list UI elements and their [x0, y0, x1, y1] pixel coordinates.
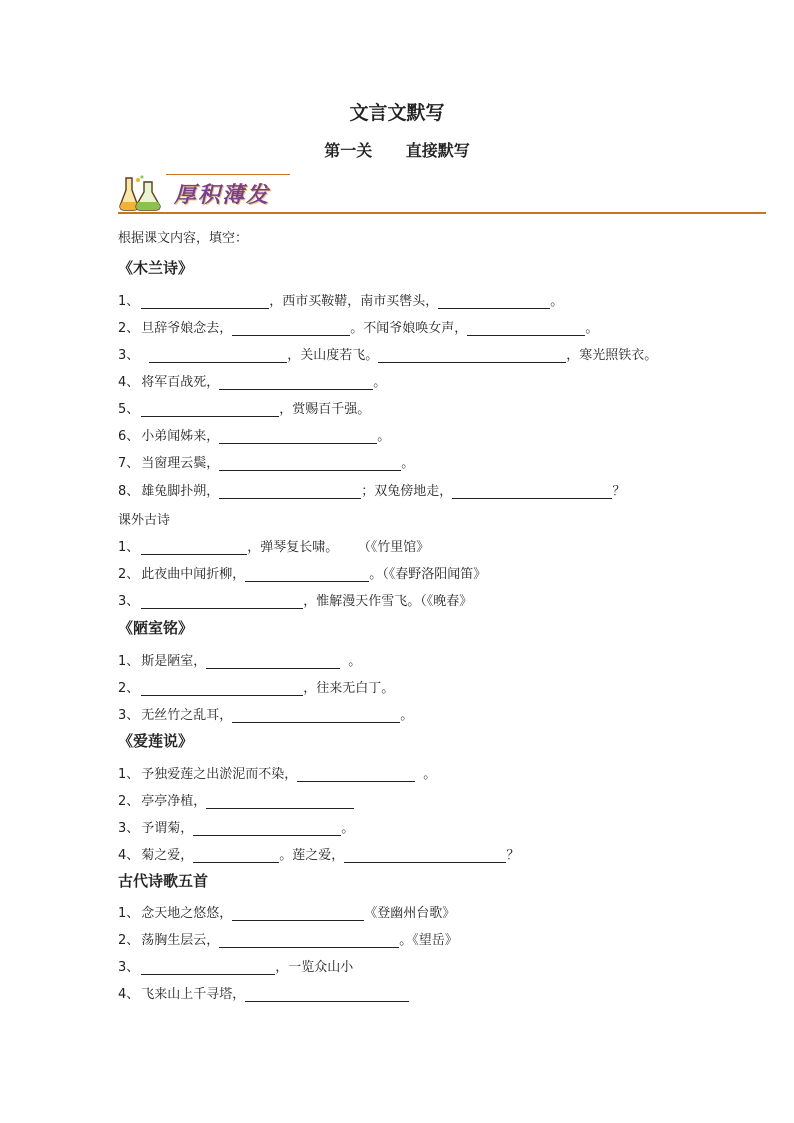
question-text: ，一览众山小 — [275, 960, 354, 975]
answer-blank[interactable] — [219, 456, 401, 471]
question-text: ？ — [506, 848, 520, 863]
question-text: 。 — [585, 321, 599, 336]
question-number: 3、 — [118, 708, 140, 723]
section-banner — [118, 172, 766, 216]
question-number: 4、 — [118, 375, 140, 390]
question-number: 1、 — [118, 654, 140, 669]
question-number: 2、 — [118, 681, 140, 696]
question-text: 。 — [348, 654, 362, 669]
source-note: 《登幽州台歌》 — [364, 906, 456, 921]
source-note: 。《望岳》 — [399, 933, 458, 948]
question-text: 。莲之爱， — [279, 848, 345, 863]
answer-blank[interactable] — [232, 906, 364, 921]
question-line — [118, 704, 413, 723]
answer-blank[interactable] — [467, 321, 585, 336]
question-line — [118, 425, 390, 444]
question-text: 无丝竹之乱耳， — [141, 708, 233, 723]
question-number: 1、 — [118, 294, 140, 309]
question-text: ？ — [612, 484, 626, 499]
question-text: 。 — [377, 429, 391, 444]
answer-blank[interactable] — [219, 429, 377, 444]
question-number: 4、 — [118, 987, 140, 1002]
question-text: 将军百战死， — [141, 375, 220, 390]
question-number: 2、 — [118, 567, 140, 582]
question-text: 当窗理云鬓， — [141, 456, 220, 471]
question-line — [118, 371, 386, 390]
question-line — [118, 956, 353, 975]
question-line — [118, 290, 563, 309]
question-line — [118, 983, 409, 1002]
question-line — [118, 563, 486, 582]
answer-blank[interactable] — [452, 484, 612, 499]
question-text: 。 — [401, 456, 415, 471]
question-number: 7、 — [118, 456, 140, 471]
banner-top-line — [166, 174, 290, 175]
question-number: 5、 — [118, 402, 140, 417]
flask-icon — [118, 174, 162, 212]
question-text: ，寒光照铁衣。 — [566, 348, 658, 363]
answer-blank[interactable] — [219, 375, 373, 390]
answer-blank[interactable] — [344, 848, 506, 863]
question-line — [118, 763, 436, 782]
question-number: 3、 — [118, 960, 140, 975]
question-line — [118, 844, 519, 863]
question-number: 6、 — [118, 429, 140, 444]
question-number: 1、 — [118, 767, 140, 782]
answer-blank[interactable] — [193, 848, 279, 863]
answer-blank[interactable] — [219, 933, 399, 948]
answer-blank[interactable] — [206, 794, 354, 809]
answer-blank[interactable] — [141, 294, 269, 309]
banner-rule — [118, 212, 766, 214]
answer-blank[interactable] — [245, 987, 409, 1002]
question-line — [118, 590, 472, 609]
question-text: 雄兔脚扑朔， — [141, 484, 220, 499]
question-number: 2、 — [118, 933, 140, 948]
question-text: 此夜曲中闻折柳， — [141, 567, 246, 582]
question-text: ，弹琴复长啸。 — [247, 540, 339, 555]
section-extra-heading: 课外古诗 — [118, 513, 171, 528]
question-number: 1、 — [118, 906, 140, 921]
question-line — [118, 344, 657, 363]
answer-blank[interactable] — [219, 484, 361, 499]
question-text: 亭亭净植， — [141, 794, 207, 809]
question-text: 。 — [550, 294, 564, 309]
source-note: （《竹里馆》 — [364, 540, 430, 555]
question-text: 斯是陋室， — [141, 654, 207, 669]
question-text: 旦辞爷娘念去， — [141, 321, 233, 336]
question-text: ，惟解漫天作雪飞。（《晚春》 — [303, 594, 473, 609]
section-poems-heading: 古代诗歌五首 — [118, 872, 209, 890]
answer-blank[interactable] — [232, 321, 350, 336]
answer-blank[interactable] — [141, 681, 303, 696]
question-text: 飞来山上千寻塔， — [141, 987, 246, 1002]
question-line — [118, 929, 458, 948]
answer-blank[interactable] — [232, 708, 400, 723]
question-text: ，赏赐百千强。 — [279, 402, 371, 417]
answer-blank[interactable] — [297, 767, 415, 782]
question-line — [118, 817, 354, 836]
page-title: 文言文默写 — [349, 102, 445, 124]
answer-blank[interactable] — [141, 594, 303, 609]
question-text: 。 — [423, 767, 437, 782]
question-line — [118, 902, 455, 921]
question-line — [118, 790, 354, 809]
instructions: 根据课文内容，填空： — [118, 231, 249, 246]
answer-blank[interactable] — [193, 821, 341, 836]
question-line — [118, 650, 361, 669]
question-number: 3、 — [118, 821, 140, 836]
question-number: 3、 — [118, 594, 140, 609]
question-text: 。 — [341, 821, 355, 836]
question-number: 2、 — [118, 321, 140, 336]
section-lou-heading: 《陋室铭》 — [118, 619, 194, 637]
question-number: 4、 — [118, 848, 140, 863]
question-line — [118, 452, 414, 471]
answer-blank[interactable] — [378, 348, 566, 363]
question-text: 。不闻爷娘唤女声， — [350, 321, 468, 336]
question-text: 予独爱莲之出淤泥而不染， — [141, 767, 298, 782]
answer-blank[interactable] — [141, 960, 275, 975]
question-text: 予谓菊， — [141, 821, 194, 836]
question-line — [118, 317, 598, 336]
page-subtitle: 第一关 直接默写 — [324, 141, 470, 160]
section-mulan-heading: 《木兰诗》 — [118, 259, 194, 277]
answer-blank[interactable] — [245, 567, 369, 582]
question-line — [118, 536, 429, 555]
question-text: 。（《春野洛阳闻笛》 — [369, 567, 487, 582]
question-line — [118, 398, 370, 417]
question-text: 。 — [400, 708, 414, 723]
answer-blank[interactable] — [149, 348, 287, 363]
question-text: 荡胸生层云， — [141, 933, 220, 948]
question-text: 念天地之悠悠， — [141, 906, 233, 921]
section-lian-heading: 《爱莲说》 — [118, 732, 194, 750]
question-text: ，关山度若飞。 — [287, 348, 379, 363]
question-text: ，西市买鞍鞯，南市买辔头， — [269, 294, 439, 309]
question-number: 8、 — [118, 484, 140, 499]
answer-blank[interactable] — [438, 294, 550, 309]
answer-blank[interactable] — [141, 540, 247, 555]
question-line — [118, 480, 625, 499]
question-number: 2、 — [118, 794, 140, 809]
question-text: 菊之爱， — [141, 848, 194, 863]
answer-blank[interactable] — [206, 654, 340, 669]
question-text: 。 — [373, 375, 387, 390]
question-number: 1、 — [118, 540, 140, 555]
question-text: 小弟闻姊来， — [141, 429, 220, 444]
question-number: 3、 — [118, 348, 140, 363]
question-text: ；双兔傍地走， — [361, 484, 453, 499]
banner-label: 厚积薄发 — [174, 182, 271, 208]
answer-blank[interactable] — [141, 402, 279, 417]
question-line — [118, 677, 394, 696]
question-text: ，往来无白丁。 — [303, 681, 395, 696]
